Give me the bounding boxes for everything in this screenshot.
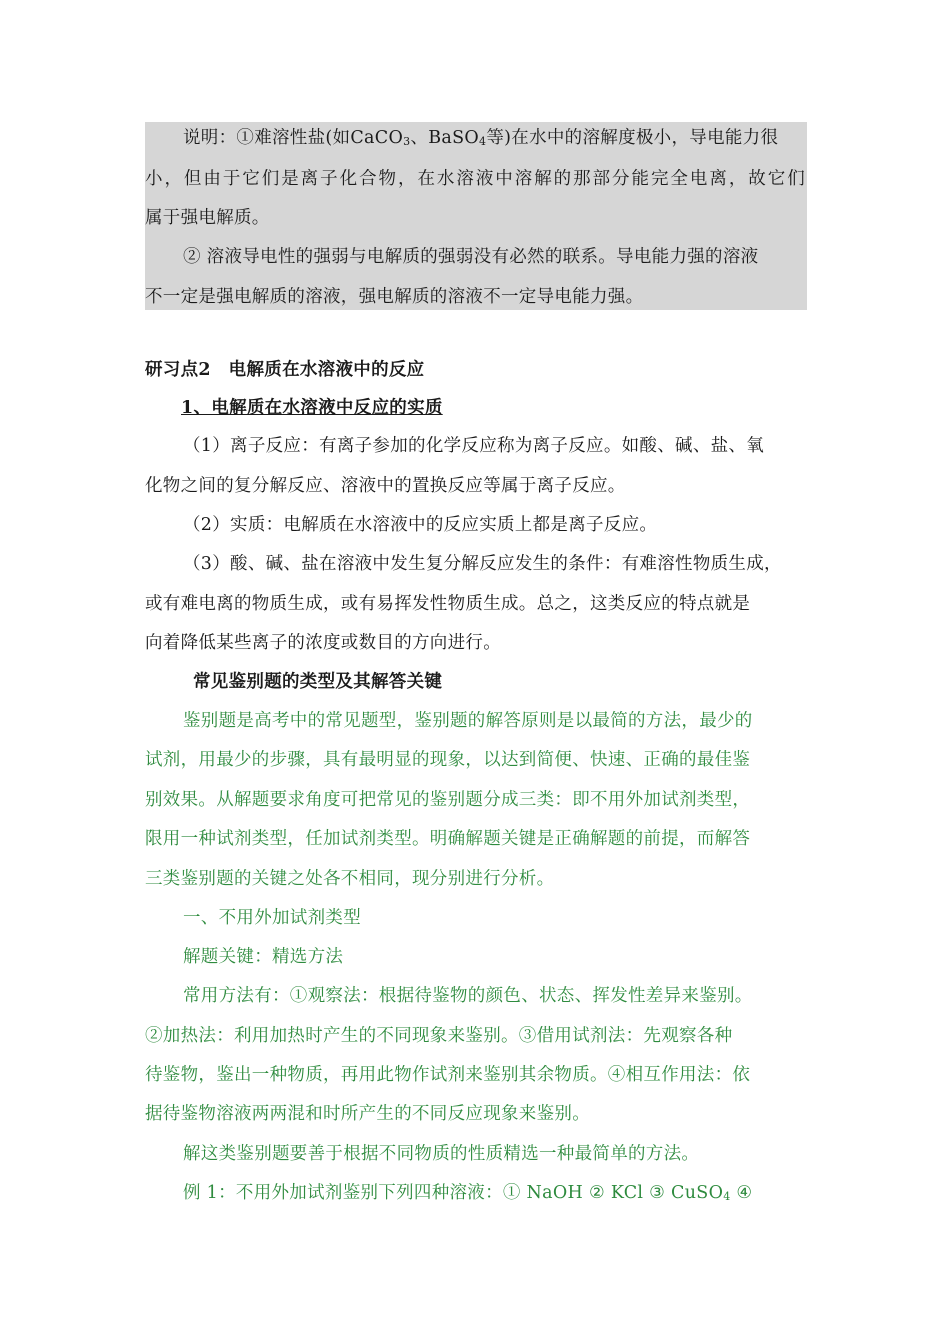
example-1-line — [183, 1181, 752, 1205]
reaction-p1-line-1: （1）离子反应：有离子参加的化学反应称为离子反应。如酸、碱、盐、氧 — [183, 436, 765, 456]
identify-intro-line-1: 鉴别题是高考中的常见题型，鉴别题的解答原则是以最简的方法，最少的 — [183, 711, 753, 731]
subscript-4: 4 — [479, 135, 487, 148]
section-subheading: 1、电解质在水溶液中反应的实质 — [181, 398, 443, 418]
note-line-1-text-b: 、BaSO — [410, 128, 480, 148]
reaction-p2: （2）实质：电解质在水溶液中的反应实质上都是离子反应。 — [183, 515, 658, 535]
identify-heading: 常见鉴别题的类型及其解答关键 — [193, 672, 443, 692]
section-heading: 研习点2 电解质在水溶液中的反应 — [145, 360, 425, 380]
reaction-p3-line-1: （3）酸、碱、盐在溶液中发生复分解反应发生的条件：有难溶性物质生成， — [183, 554, 782, 574]
reaction-p1-line-2: 化物之间的复分解反应、溶液中的置换反应等属于离子反应。 — [145, 476, 626, 496]
note-line-1-text-c: 等)在水中的溶解度极小，导电能力很 — [486, 128, 779, 148]
note-line-3: 属于强电解质。 — [145, 208, 270, 228]
reaction-p3-line-2: 或有难电离的物质生成，或有易挥发性物质生成。总之，这类反应的特点就是 — [145, 594, 751, 614]
note-line-1-text-a: 说明：①难溶性盐(如CaCO — [183, 128, 404, 148]
methods-line-1: 常用方法有：①观察法：根据待鉴物的颜色、状态、挥发性差异来鉴别。 — [183, 986, 753, 1006]
subscript-4-cuso4: 4 — [723, 1190, 731, 1203]
identify-intro-line-4: 限用一种试剂类型，任加试剂类型。明确解题关键是正确解题的前提，而解答 — [145, 829, 751, 849]
note-line-4: ② 溶液导电性的强弱与电解质的强弱没有必然的联系。导电能力强的溶液 — [183, 247, 759, 267]
tip-line: 解这类鉴别题要善于根据不同物质的性质精选一种最简单的方法。 — [183, 1144, 700, 1164]
note-line-5: 不一定是强电解质的溶液，强电解质的溶液不一定导电能力强。 — [145, 287, 644, 307]
example-1-text-a: 例 1：不用外加试剂鉴别下列四种溶液：① NaOH ② KCl ③ CuSO — [183, 1183, 724, 1203]
subscript-3: 3 — [403, 135, 411, 148]
solution-key: 解题关键：精选方法 — [183, 947, 344, 967]
methods-line-2: ②加热法：利用加热时产生的不同现象来鉴别。③借用试剂法：先观察各种 — [145, 1026, 733, 1046]
note-line-1 — [183, 126, 778, 150]
example-1-text-b: ④ — [730, 1183, 753, 1203]
reaction-p3-line-3: 向着降低某些离子的浓度或数目的方向进行。 — [145, 633, 501, 653]
methods-line-3: 待鉴物，鉴出一种物质，再用此物作试剂来鉴别其余物质。④相互作用法：依 — [145, 1065, 751, 1085]
identify-intro-line-3: 别效果。从解题要求角度可把常见的鉴别题分成三类：即不用外加试剂类型， — [145, 790, 751, 810]
type-1-heading: 一、不用外加试剂类型 — [183, 908, 361, 928]
identify-intro-line-2: 试剂，用最少的步骤，具有最明显的现象，以达到简便、快速、正确的最佳鉴 — [145, 750, 751, 770]
note-line-2: 小，但由于它们是离子化合物，在水溶液中溶解的那部分能完全电离，故它们 — [145, 169, 805, 189]
identify-intro-line-5: 三类鉴别题的关键之处各不相同，现分别进行分析。 — [145, 869, 555, 889]
methods-line-4: 据待鉴物溶液两两混和时所产生的不同反应现象来鉴别。 — [145, 1104, 590, 1124]
